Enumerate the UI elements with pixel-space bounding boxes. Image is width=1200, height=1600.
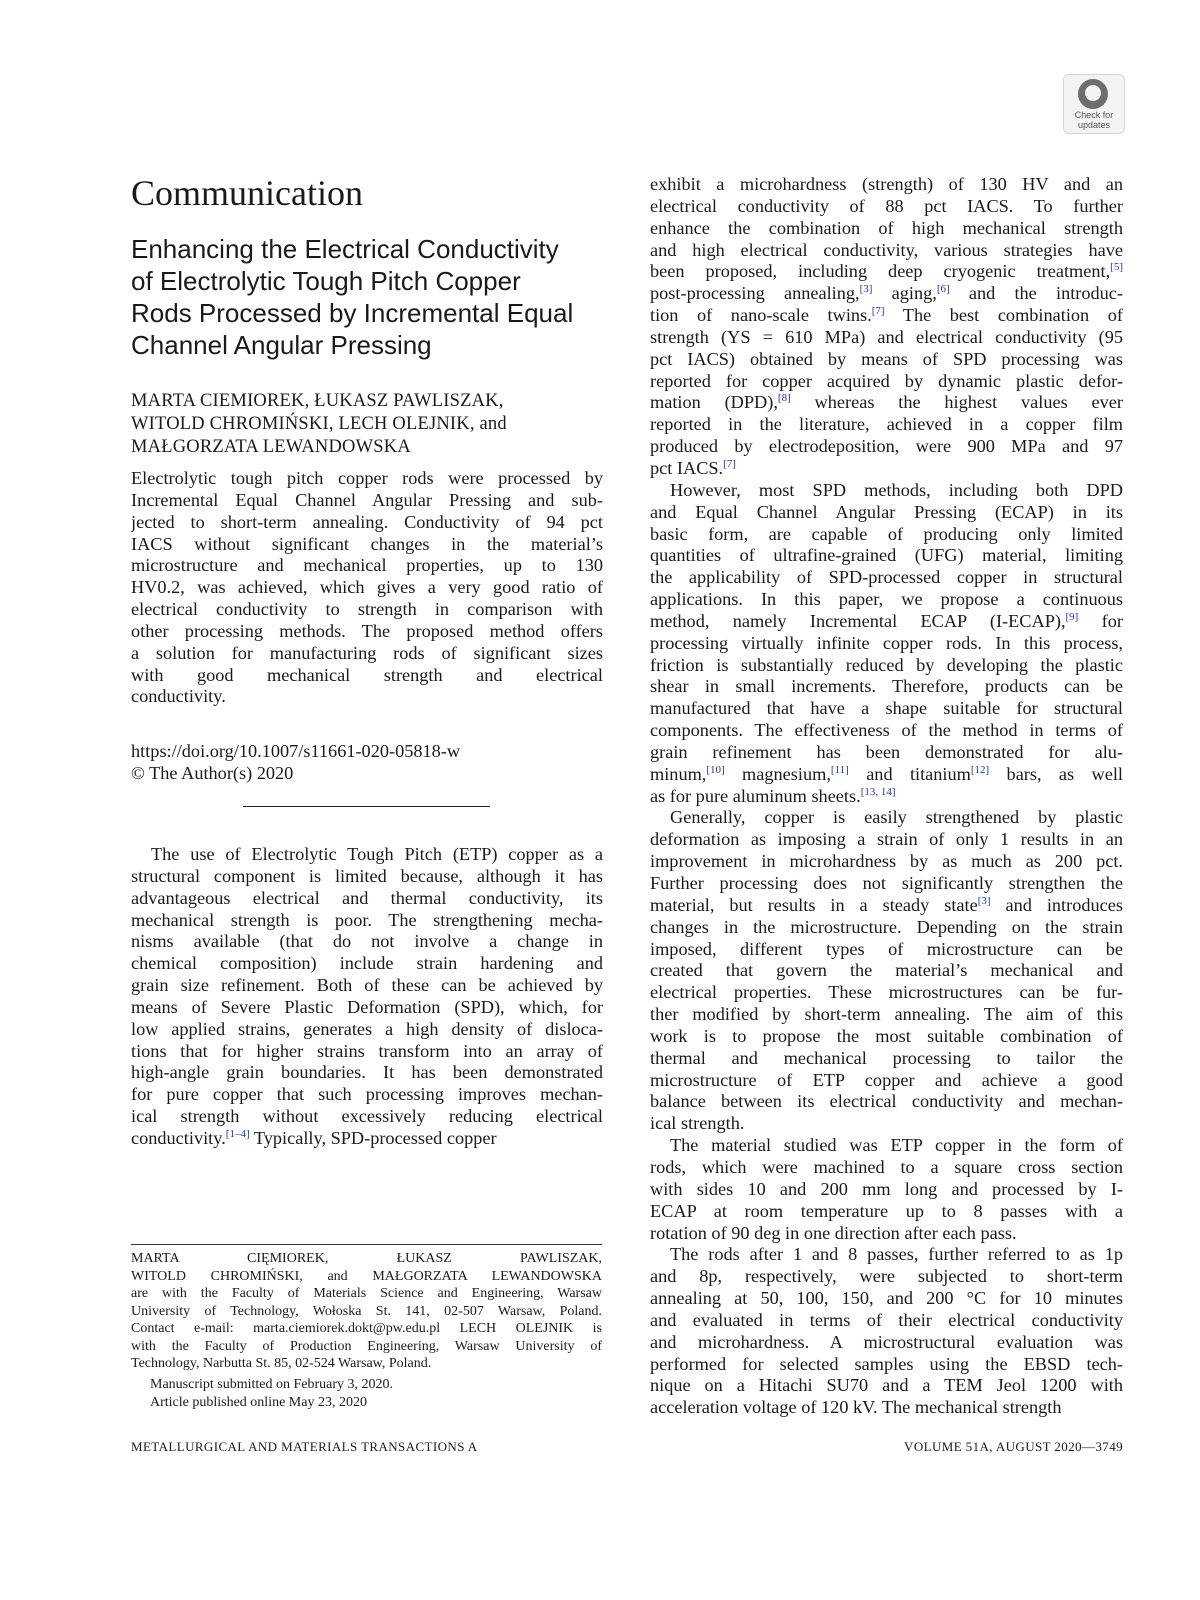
line-text: The best combination of [884,305,1123,326]
line-text: bars, as well [989,763,1123,784]
text-line: processing virtually infinite copper rods. In this process, [650,632,1123,653]
text-line: However, most SPD methods, including both DPD [670,479,1123,500]
manuscript-submitted: Manuscript submitted on February 3, 2020. [150,1377,394,1392]
title-line: Rods Processed by Incremental Equal [131,298,574,328]
text-line: work is to propose the most suitable combination of [650,1025,1123,1046]
citation-link[interactable]: [7] [723,457,736,470]
citation-link[interactable]: [8] [777,392,791,405]
text-line: created that govern the material’s mechanical and [650,960,1123,981]
text-line: high-angle grain boundaries. It has been demonstrated [131,1062,603,1083]
text-line: The rods after 1 and 8 passes, further referred to as 1p [670,1244,1123,1265]
text-line: The material studied was ETP copper in the form of [670,1135,1123,1156]
text-line: conductivity. [131,686,226,707]
copyright: © The Author(s) 2020 [131,763,294,783]
section-label: Communication [131,173,363,213]
text-line: jected to short-term annealing. Conductivity of 94 pct [131,511,603,532]
body-paragraph [650,807,1123,1135]
text-line [650,392,1123,414]
text-line: a solution for manufacturing rods of significant sizes [131,642,603,663]
citation-link[interactable]: [3] [859,283,873,296]
text-line: acceleration voltage of 120 kV. The mechanical strength [650,1397,1062,1418]
text-line: strength (YS = 610 MPa) and electrical conductivity (95 [650,326,1123,347]
text-line: imposed, different types of microstructure can be [650,938,1123,959]
text-line: structural component is limited because, although it has [131,865,603,886]
text-line: rotation of 90 deg in one direction after each pass. [650,1222,1017,1243]
journal-name: METALLURGICAL AND MATERIALS TRANSACTIONS A [131,1439,478,1454]
text-line: friction is substantially reduced by developing the plastic [650,654,1123,675]
citation-link[interactable]: [1–4] [225,1127,250,1140]
line-text: as for pure aluminum sheets. [650,785,861,806]
text-line: enhance the combination of high mechanical strength [650,217,1123,238]
badge-line-1: Check for [1074,110,1114,120]
text-line: ther modified by short-term annealing. The aim of this [650,1004,1123,1025]
text-line: annealing at 50, 100, 150, and 200 °C for 10 minutes [650,1288,1123,1309]
text-line: mechanical strength is poor. The strengthening mecha- [131,909,603,930]
text-line: tions that for higher strains transform into an array of [131,1040,603,1061]
text-line: reported in the literature, achieved in a copper film [650,414,1123,435]
text-line: chemical composition) include strain hardening and [131,953,603,974]
text-line: ical strength. [650,1113,745,1134]
text-line: Electrolytic tough pitch copper rods were processed by [131,468,603,488]
text-line: and microhardness. A microstructural evaluation was [650,1331,1123,1352]
line-text: for [1078,610,1123,631]
text-line: Incremental Equal Channel Angular Pressing and sub- [131,489,603,510]
text-line: and 8p, respectively, were subjected to short-term [650,1266,1123,1287]
text-line: electrical properties. These microstructures can be fur- [650,982,1123,1003]
body-paragraph [650,480,1123,808]
text-line: for pure copper that such processing improves mechan- [131,1084,603,1105]
text-line: electrical conductivity of 88 pct IACS. To further [650,195,1123,216]
text-line: pct IACS) obtained by means of SPD processing was [650,348,1123,369]
line-text: tion of nano-scale twins. [650,305,872,326]
text-line: nique on a Hitachi SU70 and a TEM Jeol 1200 with [650,1375,1123,1396]
citation-link[interactable]: [7] [871,305,885,317]
text-line: basic form, are capable of producing only limited [650,523,1123,544]
text-line: University of Technology, Wołoska St. 141, 02-507 Warsaw, Poland. [131,1303,602,1319]
citation-link[interactable]: [3] [977,894,991,907]
text-line: and high electrical conductivity, various strategies have [650,239,1123,260]
citation-link[interactable]: [6] [936,283,950,296]
text-line: Contact e-mail: marta.ciemiorek.dokt@pw.edu.pl LECH OLEJNIK is [131,1321,602,1336]
separator-rule [243,806,490,807]
line-text: aging, [872,283,937,304]
title-line: Channel Angular Pressing [131,330,432,360]
text-line: with good mechanical strength and electrical [131,664,603,685]
text-line: Technology, Narbutta St. 85, 02-524 Warsaw, Poland. [131,1356,432,1371]
text-line: grain refinement has been demonstrated for alu- [650,741,1123,762]
text-line: nisms available (that do not involve a change in [131,931,603,952]
text-line: WITOLD CHROMIŃSKI, and MAŁGORZATA LEWANDOWSKA [131,1268,602,1284]
body-paragraph [650,1244,1123,1419]
text-line: components. The effectiveness of the method in terms of [650,720,1123,741]
text-line [650,786,1123,808]
article-meta [131,740,460,784]
citation-link[interactable]: [13, 14] [860,785,896,798]
citation-link[interactable]: [10] [706,763,725,776]
text-line: Generally, copper is easily strengthened by plastic [670,807,1123,828]
text-line [650,305,1123,327]
line-text: and introduces [990,894,1123,915]
text-line: quantities of ultrafine-grained (UFG) material, limiting [650,545,1123,566]
text-line: changes in the microstructure. Depending on the strain [650,916,1123,937]
line-text: material, but results in a steady state [650,894,978,915]
author-affiliation-footnote [131,1250,602,1373]
author-line: MAŁGORZATA LEWANDOWSKA [131,437,411,457]
citation-link[interactable]: [9] [1065,610,1079,623]
citation-link[interactable]: [11] [830,763,849,776]
badge-line-2: updates [1077,120,1111,130]
text-line [650,895,1123,917]
line-text: magnesium, [724,763,831,784]
text-line [131,1128,603,1150]
line-text: mation (DPD), [650,392,778,413]
footnote-rule [131,1244,602,1245]
abstract [131,468,603,708]
text-line: with the Faculty of Production Engineering, Warsaw University of [131,1338,602,1354]
text-line: applications. In this paper, we propose a continuous [650,589,1123,610]
article-published: Article published online May 23, 2020 [150,1395,367,1410]
text-line: and Equal Channel Angular Pressing (ECAP) in its [650,501,1123,522]
title-line: of Electrolytic Tough Pitch Copper [131,266,521,296]
text-line: microstructure of ETP copper and achieve a good [650,1069,1123,1090]
body-paragraph [650,1135,1123,1244]
text-line: ical strength without excessively reducing electrical [131,1106,603,1127]
text-line: microstructure and mechanical properties, up to 130 [131,555,603,576]
manuscript-dates [150,1376,393,1412]
title-line: Enhancing the Electrical Conductivity [131,234,559,264]
author-list [131,390,631,459]
text-line: exhibit a microhardness (strength) of 130 HV and an [650,174,1123,194]
line-text: and the introduc- [949,283,1123,304]
text-line: are with the Faculty of Materials Science and Engineering, Warsaw [131,1286,602,1301]
text-line: advantageous electrical and thermal conductivity, its [131,887,603,908]
line-text: whereas the highest values ever [790,392,1123,413]
line-text: minum, [650,763,707,784]
text-line: manufactured that have a shape suitable for structural [650,698,1123,719]
author-line: MARTA CIEMIOREK, ŁUKASZ PAWLISZAK, [131,391,504,411]
text-line: thermal and mechanical processing to tailor the [650,1047,1123,1068]
text-line: low applied strains, generates a high density of disloca- [131,1018,603,1039]
text-line [650,283,1123,305]
intro-paragraph [131,844,603,1150]
body-paragraph [650,174,1123,480]
text-line: rods, which were machined to a square cross section [650,1156,1123,1177]
text-line [650,458,1123,480]
text-line [650,261,1123,283]
doi-link[interactable]: https://doi.org/10.1007/s11661-020-05818-w [131,741,461,761]
text-line: performed for selected samples using the EBSD tech- [650,1353,1123,1374]
line-text: pct IACS. [650,457,724,478]
author-line: WITOLD CHROMIŃSKI, LECH OLEJNIK, and [131,414,507,434]
body-right-column [650,174,1123,1419]
text-line: reported for copper acquired by dynamic plastic defor- [650,370,1123,391]
line-text: conductivity. [131,1127,226,1148]
check-for-updates-badge[interactable] [1063,74,1125,134]
text-line [650,611,1123,633]
crossmark-icon [1078,79,1108,109]
text-line: Further processing does not significantly strengthen the [650,873,1123,893]
text-line: deformation as imposing a strain of only 1 results in an [650,829,1123,850]
line-text: method, namely Incremental ECAP (I-ECAP), [650,610,1066,631]
text-line: with sides 10 and 200 mm long and processed by I- [650,1178,1123,1199]
article-title [131,233,631,361]
citation-link[interactable]: [5] [1110,261,1123,274]
volume-page: VOLUME 51A, AUGUST 2020—3749 [904,1439,1123,1454]
text-line: electrical conductivity to strength in comparison with [131,599,603,620]
line-text: and titanium [848,763,971,784]
line-text: been proposed, including deep cryogenic treatment, [650,261,1111,282]
text-line: The use of Electrolytic Tough Pitch (ETP) copper as a [151,844,603,864]
text-line: HV0.2, was achieved, which gives a very good ratio of [131,577,603,598]
citation-link[interactable]: [12] [970,763,990,776]
text-line: IACS without significant changes in the material’s [131,533,603,554]
text-line: ECAP at room temperature up to 8 passes with a [650,1200,1123,1221]
text-line: and evaluated in terms of their electrical conductivity [650,1309,1123,1330]
text-line: improvement in microhardness by as much as 200 pct. [650,851,1123,872]
text-line [650,764,1123,786]
text-line: other processing methods. The proposed method offers [131,620,603,641]
line-text: Typically, SPD-processed copper [249,1127,497,1148]
text-line: the applicability of SPD-processed copper in structural [650,567,1123,588]
line-text: post-processing annealing, [650,283,860,304]
text-line: balance between its electrical conductivity and mechan- [650,1091,1123,1112]
text-line: shear in small increments. Therefore, products can be [650,676,1123,697]
text-line: means of Severe Plastic Deformation (SPD), which, for [131,996,603,1017]
text-line: MARTA CIĘMIOREK, ŁUKASZ PAWLISZAK, [131,1251,602,1266]
text-line: produced by electrodeposition, were 900 MPa and 97 [650,436,1123,457]
text-line: grain size refinement. Both of these can be achieved by [131,975,603,996]
